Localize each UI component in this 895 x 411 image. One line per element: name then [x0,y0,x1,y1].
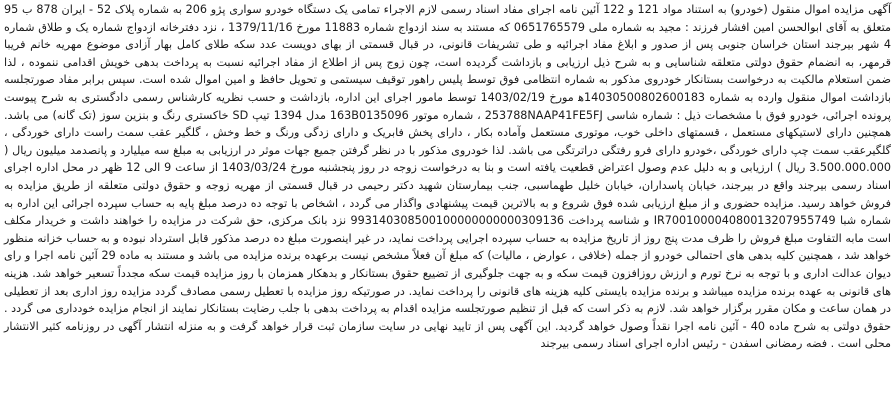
notice-body: آگهی مزایده اموال منقول (خودرو) به استناد مواد 121 و 122 آئین نامه اجرای مفاد اسناد رسمی لازم الاجراء تمامی یک دستگاه خودرو سواری پژو 206 به شماره پلاک 52 - ایران 878 ب 95 متعلق به آقای ابوالحسن امین افشار فرزند : مجید به شماره ملی 0651765579 که مستند به سند ازدواج شماره 11883 مورخ 1379/11/16 ، نزد دفترخانه ازدواج شماره یک و طلاق شماره 4 شهر بیرجند استان خراسان جنوبی پس از صدور و ابلاغ مفاد اجرائیه و طی تشریفات قانونی، در قبال قسمتی از بهای دویست عدد سکه طلای کامل بهار آزادی موضوع مهریه خانم فریبا قرمهر، به انضمام حقوق دولتی متعلقه شناسایی و به شرح ذیل ارزیابی و بازداشت گردیده است، چون زوج پس از اطلاع از مفاد اجرائیه نسبت به پرداخت بدهی خویش اقدامی ننموده ، لذا ضمن استعلام مالکیت به درخواست بستانکار خودروی مذکور به شماره انتظامی فوق توسط پلیس راهور توقیف سیستمی و تحویل حافظ و امین اموال شده است. سپس برابر مفاد صورتجلسه بازداشت اموال منقول وارده به شماره 14030500802600183ﻫ مورخ 1403/02/19 توسط مامور اجرای این اداره، بازداشت و حسب نظریه کارشناس رسمی دادگستری به شرح پیوست پرونده اجرائی، خودرو فوق با مشخصات ذیل : شماره شاسی 253788NAAP41FE5FJ ، شماره موتور 163B0135096 مدل 1394 تیپ SD خاکستری رنگ و بنزین سوز (تک گانه) می باشد. همچنین دارای لاستیکهای مستعمل ، قسمتهای داخلی خوب، موتوری مستعمل وآماده بکار ، دارای پخش فابریک و دارای زدگی ورنگ و خط وخش ، گلگیر عقب سمت راست دارای خوردگی ، گلگیرعقب سمت چپ دارای خوردگی ،خودرو دارای فرو رفتگی دراترتگی می باشد. لذا خودروی مذکور با در نظر گرفتن جمیع جهات موثر در ارزیابی به مبلغ سه میلیارد و پانصدمد میلیون ریال ( 3.500.000.000 ریال ) ارزیابی و به دلیل عدم وصول اعتراض قطعیت یافته است و بنا به درخواست زوجه در روز پنجشنبه مورخ 1403/03/24 از ساعت 9 الی 12 ظهر در محل اداره اجرای اسناد رسمی بیرجند واقع در بیرجند، خیابان پاسداران، خیابان خلیل طهماسبی، جنب بیمارستان شهید دکتر رحیمی در قبال قسمتی از مهریه زوجه و حقوق دولتی متعلقه از طریق مزایده به فروش خواهد رسید. مزایده حضوری و از مبلغ ارزیابی شده فوق شروع و به بالاترین قیمت پیشنهادی واگذار می گردد ، اشخاص با توجه ده درصد مبلغ پایه به حساب سپرده اجرائی این اداره به شماره شبا IR700100004080013207955749 و شناسه پرداخت 993140308500100000000000309136 نزد بانک مرکزی، حق شرکت در مزایده را خواهند داشت و خریدار مکلف است مابه التفاوت مبلغ فروش را ظرف مدت پنج روز از تاریخ مزایده به حساب سپرده اجرایی پرداخت نماید، در غیر اینصورت مبلغ ده درصد مذکور قابل استرداد نبوده و به حساب خزانه منظور خواهد شد ، همچنین کلیه بدهی های احتمالی خودرو از جمله (خلافی ، عوارض ، مالیات) که مبلغ آن فعلاً مشخص نیست برعهده برنده مزایده می باشد و مستند به ماده 29 آئین نامه اجرا و رای دیوان عدالت اداری و با توجه به نرخ تورم و ارزش روزافزون قیمت سکه و به جهت جلوگیری از تضییع حقوق بستانکار و بدهکار همزمان با روز مزایده قیمت سکه مجدداً تسعیر خواهد شد. هزینه های قانونی به عهده برنده مزایده میباشد و برنده مزایده بایستی کلیه هزینه های قانونی را پرداخت نماید. در صورتیکه روز مزایده با تعطیل رسمی مصادف گردد مزایده روز اداری بعد از تعطیلی در همان ساعت و مکان مقرر برگزار خواهد شد. لازم به ذکر است که قبل از تنظیم صورتجلسه مزایده اقدام به پرداخت بدهی با جلب رضایت بستانکار نمایند از انجام مزایده خودداری می گردد . حقوق دولتی به شرح ماده 40 - آئین نامه اجرا نقداً وصول خواهد گردید. این آگهی پس از تایید نهایی در سایت سازمان ثبت قرار خواهد گرفت و به منزله انتشار آگهی در روزنامه کثیر الانتشار محلی است . فضه رمضانی اسفدن - رئیس اداره اجرای اسناد رسمی بیرجند [4,3,891,351]
